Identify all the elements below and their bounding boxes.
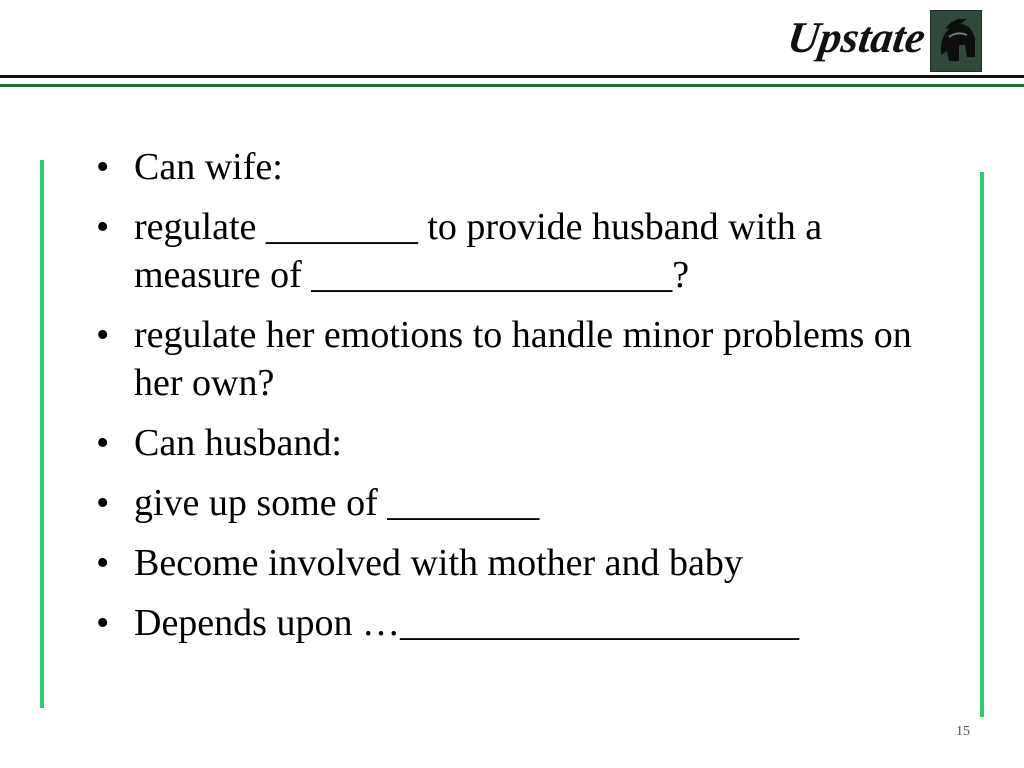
bullet-dot: • [96, 422, 110, 464]
bullet-dot: • [96, 146, 110, 188]
bullet-dot: • [96, 314, 110, 356]
bullet-dot: • [96, 602, 110, 644]
bullet-text: Depends upon …_____________________ [134, 602, 799, 644]
bullet-text: Can husband: [134, 422, 342, 464]
bullet-list [96, 143, 946, 659]
bullet-item [96, 143, 946, 191]
bullet-dot: • [96, 482, 110, 524]
bullet-text: regulate her emotions to handle minor problems on her own? [134, 314, 912, 404]
bullet-item [96, 203, 946, 299]
header-rule-green [0, 84, 1024, 87]
header-rule-dark [0, 75, 1024, 78]
bullet-dot: • [96, 206, 110, 248]
bullet-text: give up some of ________ [134, 482, 540, 524]
bullet-item [96, 311, 946, 407]
left-accent-bar [40, 160, 44, 708]
bullet-text: Become involved with mother and baby [134, 542, 743, 584]
bullet-text: regulate ________ to provide husband with a measure of ___________________? [134, 206, 823, 296]
bullet-item [96, 539, 946, 587]
bullet-item [96, 479, 946, 527]
right-accent-bar [980, 172, 984, 717]
bullet-dot: • [96, 542, 110, 584]
upstate-logo-text: Upstate [784, 13, 929, 62]
bullet-text: Can wife: [134, 146, 283, 188]
page-number: 15 [956, 724, 970, 739]
spartan-helmet-icon [930, 10, 982, 72]
bullet-item [96, 599, 946, 647]
bullet-item [96, 419, 946, 467]
